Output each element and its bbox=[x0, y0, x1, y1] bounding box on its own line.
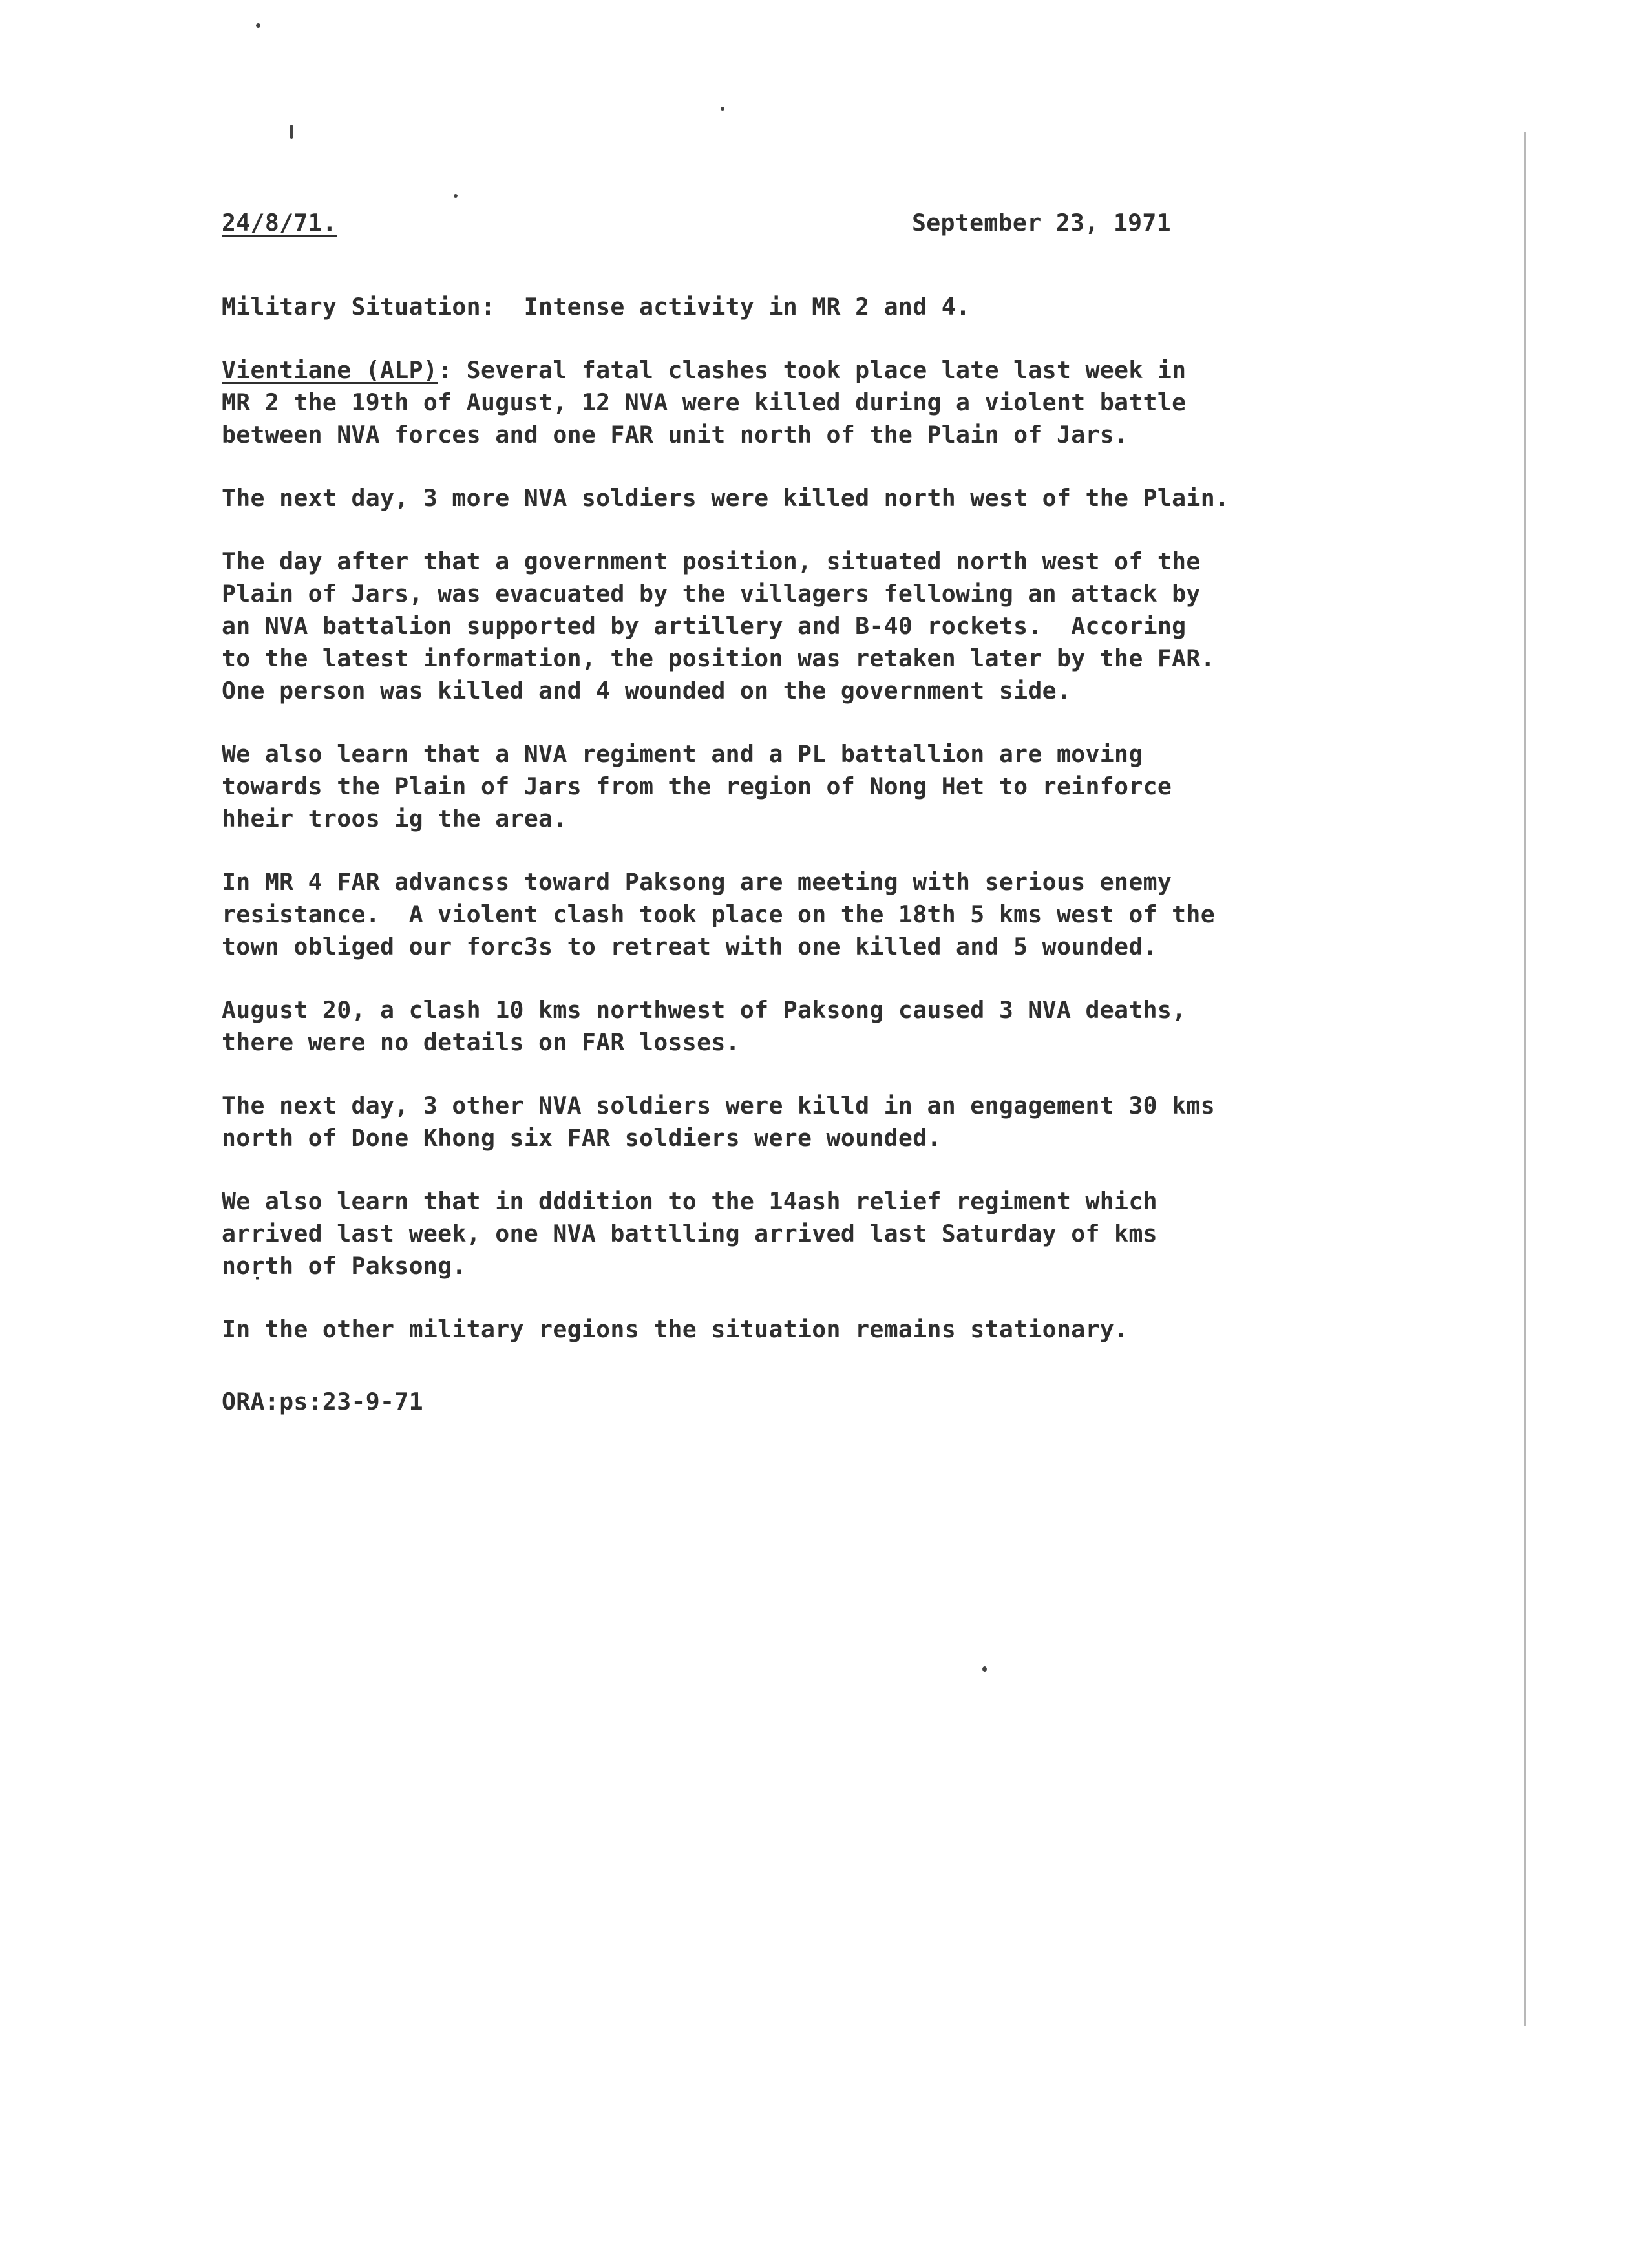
paragraph-line: MR 2 the 19th of August, 12 NVA were killed during a violent battle bbox=[222, 388, 1187, 416]
paragraph-line: to the latest information, the position was retaken later by the FAR. bbox=[222, 644, 1215, 672]
paragraph-august-20 bbox=[222, 994, 1385, 1059]
paragraph-line: resistance. A violent clash took place on the 18th 5 kms west of the bbox=[222, 900, 1215, 928]
paragraph-line: noṛth of Paksong. bbox=[222, 1252, 467, 1280]
paragraph-nva-regiment bbox=[222, 738, 1385, 835]
speck-mark bbox=[982, 1666, 987, 1672]
paragraph-line: One person was killed and 4 wounded on the government side. bbox=[222, 677, 1072, 705]
paragraph-line: Plain of Jars, was evacuated by the villagers fellowing an attack by bbox=[222, 580, 1201, 608]
reference-number: 24/8/71. bbox=[222, 209, 337, 237]
paragraph-vientiane bbox=[222, 354, 1385, 451]
paragraph-line: arrived last week, one NVA battlling arrived last Saturday of kms bbox=[222, 1220, 1157, 1247]
speck-mark bbox=[290, 125, 293, 139]
paragraph-line: north of Done Khong six FAR soldiers were wounded. bbox=[222, 1124, 942, 1152]
dateline: Vientiane (ALP) bbox=[222, 356, 438, 384]
paragraph-line: In the other military regions the situation remains stationary. bbox=[222, 1315, 1129, 1343]
paragraph-line: Vientiane (ALP): Several fatal clashes took place late last week in bbox=[222, 356, 1187, 384]
paragraph-next-day bbox=[222, 482, 1385, 514]
title-line: Military Situation: Intense activity in MR 2 and 4. bbox=[222, 293, 971, 321]
typist-reference: ORA:ps:23-9-71 bbox=[222, 1388, 423, 1415]
memo-body bbox=[222, 207, 1385, 1418]
paragraph-line: We also learn that a NVA regiment and a PL battallion are moving bbox=[222, 740, 1143, 768]
paragraph-line: towards the Plain of Jars from the region of Nong Het to reinforce bbox=[222, 772, 1172, 800]
paragraph-line: there were no details on FAR losses. bbox=[222, 1028, 740, 1056]
paragraph-line: In MR 4 FAR advancss toward Paksong are meeting with serious enemy bbox=[222, 868, 1172, 896]
page-edge-line bbox=[1524, 132, 1526, 2026]
memo-header bbox=[222, 207, 1385, 246]
paragraph-line: The next day, 3 other NVA soldiers were killd in an engagement 30 kms bbox=[222, 1092, 1215, 1119]
paragraph-line: The day after that a government position, situated north west of the bbox=[222, 547, 1201, 575]
paragraph-line: August 20, a clash 10 kms northwest of Paksong caused 3 NVA deaths, bbox=[222, 996, 1187, 1024]
speck-mark bbox=[454, 194, 458, 198]
speck-mark bbox=[721, 107, 724, 111]
paragraph-done-khong bbox=[222, 1090, 1385, 1154]
paragraph-line: an NVA battalion supported by artillery and B-40 rockets. Accoring bbox=[222, 612, 1187, 640]
paragraph-line: We also learn that in dddition to the 14ash relief regiment which bbox=[222, 1187, 1157, 1215]
paragraph-line: The next day, 3 more NVA soldiers were killed north west of the Plain. bbox=[222, 484, 1230, 512]
speck-mark bbox=[256, 23, 260, 28]
paragraph-line: hheir troos ig the area. bbox=[222, 805, 567, 832]
memo-date: September 23, 1971 bbox=[912, 209, 1171, 237]
paragraph-line: town obliged our forc3s to retreat with one killed and 5 wounded. bbox=[222, 933, 1157, 960]
paragraph-other-regions bbox=[222, 1313, 1385, 1346]
paragraph-line: between NVA forces and one FAR unit north of the Plain of Jars. bbox=[222, 421, 1129, 449]
paragraph-mr4 bbox=[222, 866, 1385, 963]
paragraph-day-after bbox=[222, 546, 1385, 707]
paragraph-relief-regiment bbox=[222, 1185, 1385, 1282]
